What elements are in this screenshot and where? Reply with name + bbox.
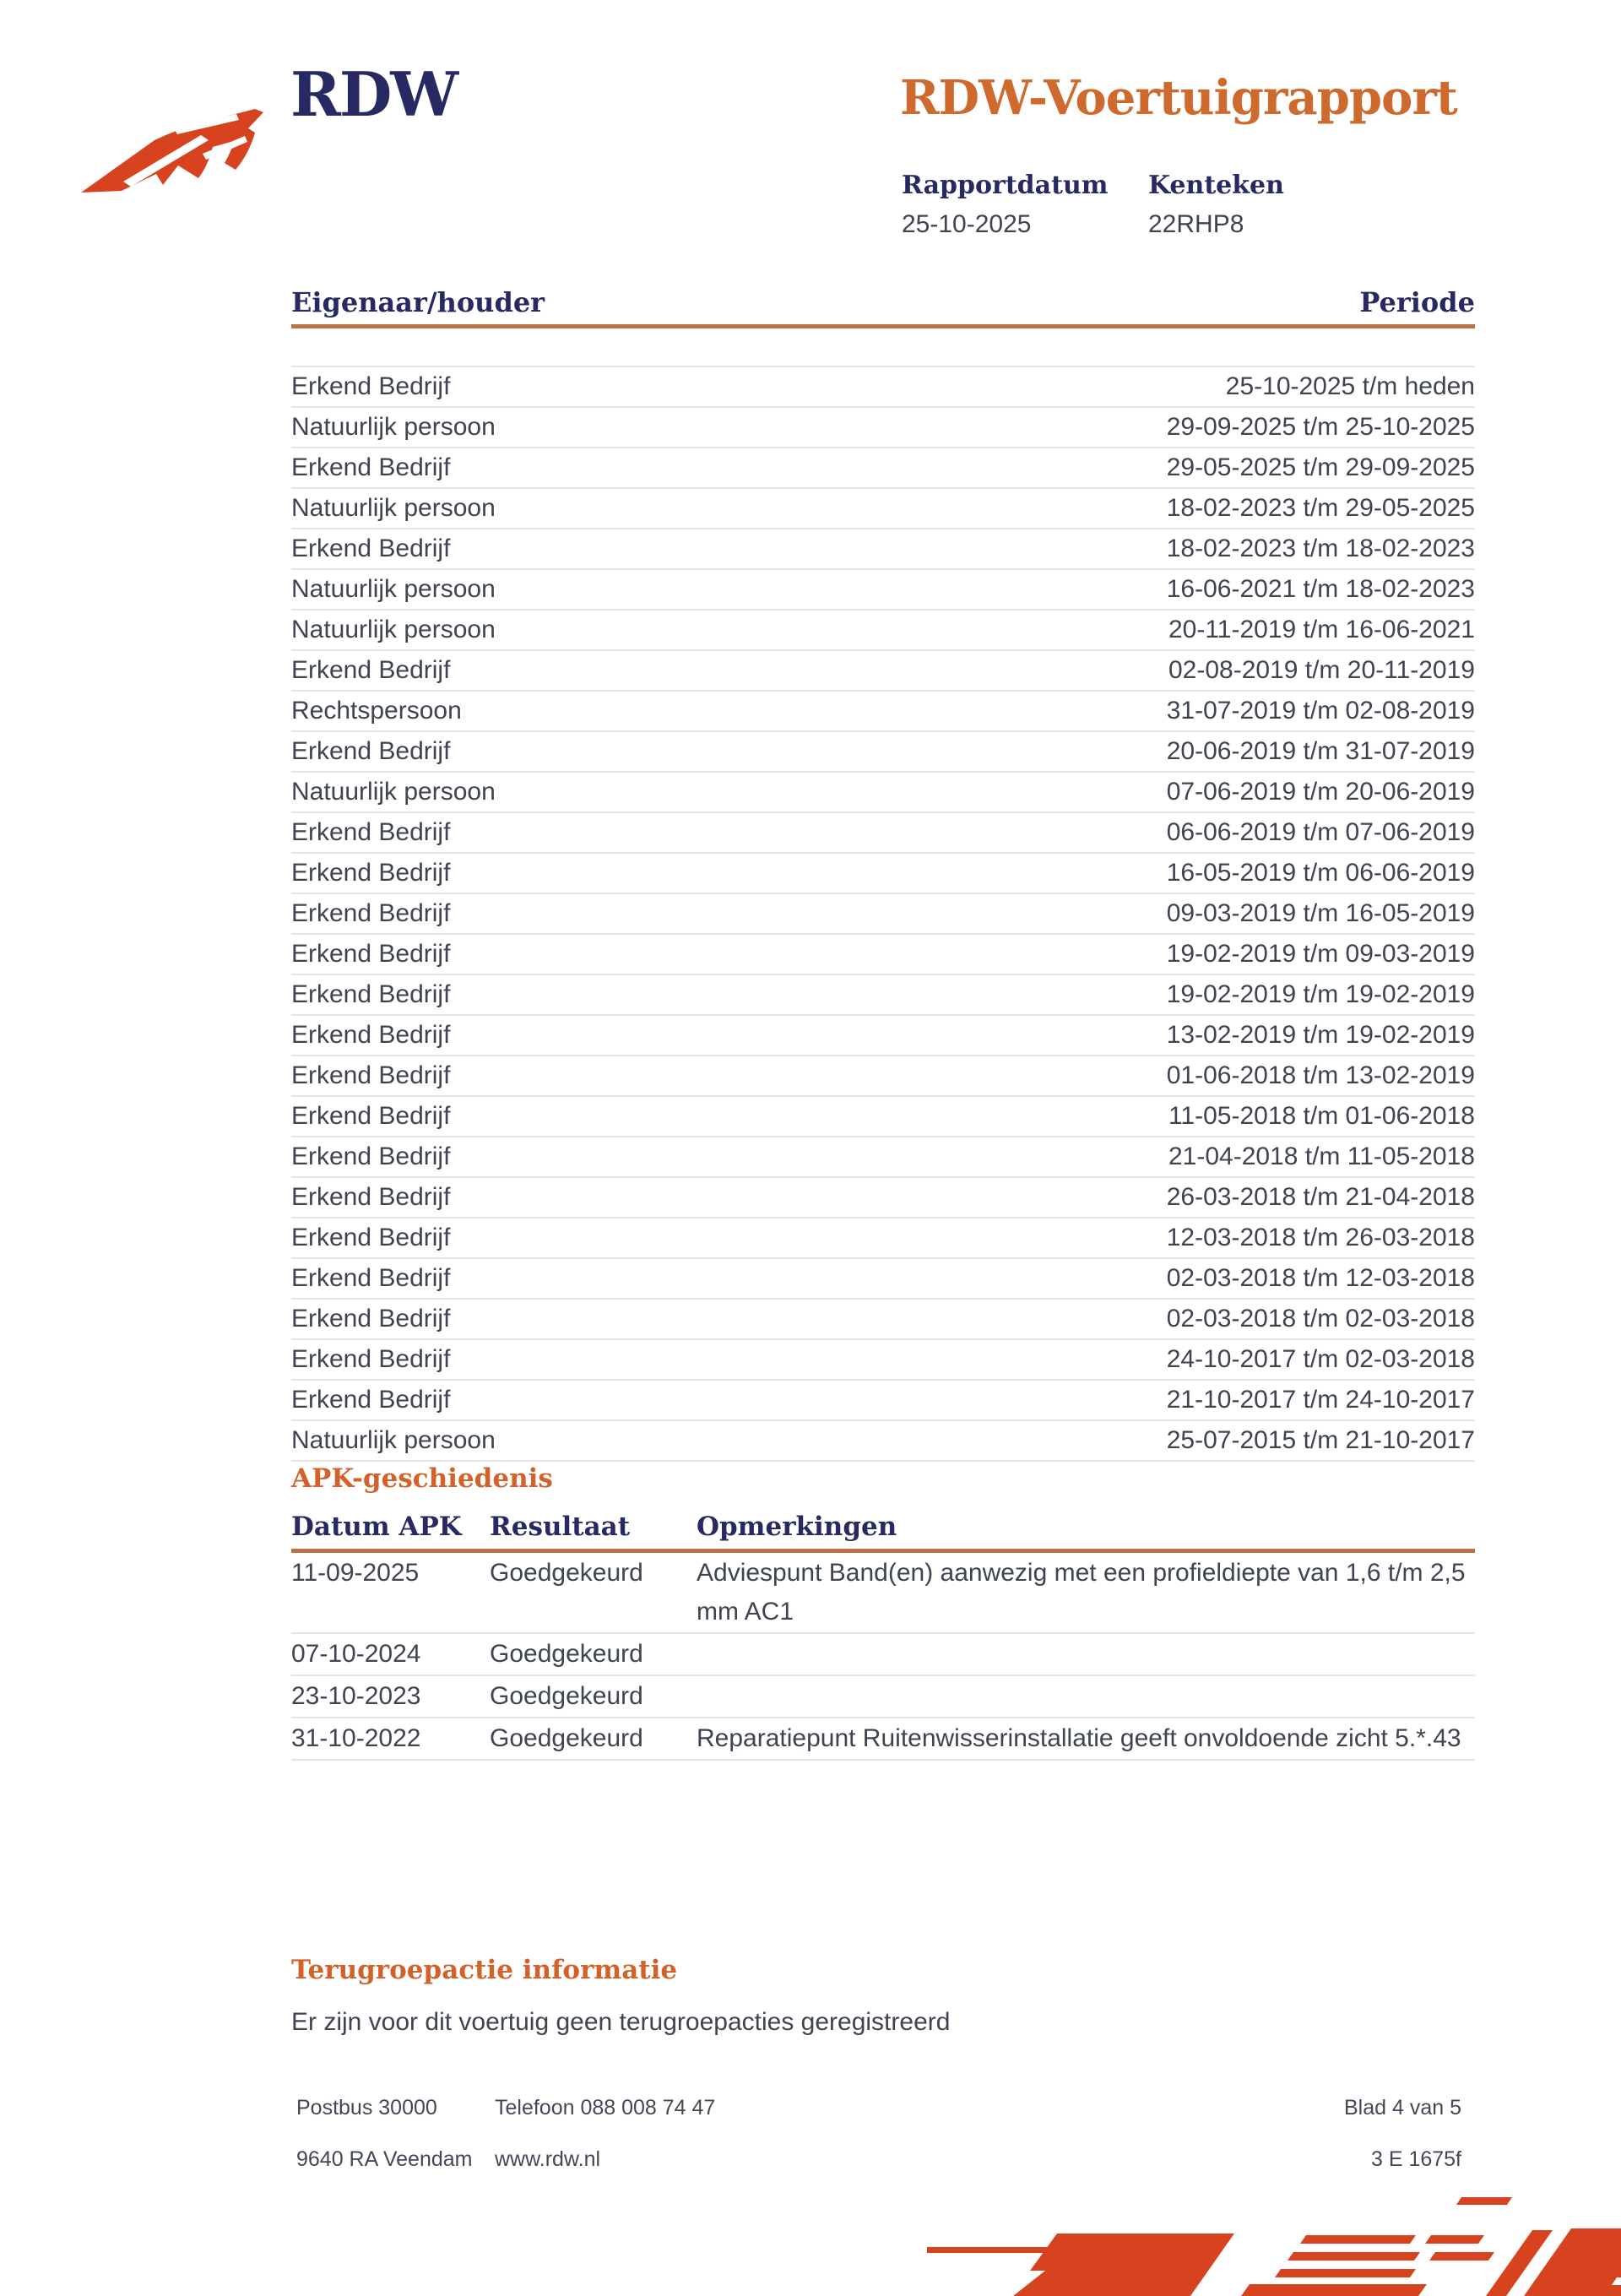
- apk-result-cell: Goedgekeurd: [490, 1559, 643, 1587]
- period-cell: 21-10-2017 t/m 24-10-2017: [1166, 1386, 1475, 1414]
- table-row: [291, 1176, 1475, 1217]
- period-cell: 11-05-2018 t/m 01-06-2018: [1168, 1102, 1475, 1130]
- period-cell: 16-06-2021 t/m 18-02-2023: [1166, 575, 1475, 603]
- period-cell: 12-03-2018 t/m 26-03-2018: [1166, 1224, 1475, 1251]
- table-row: [291, 1136, 1475, 1176]
- apk-result-cell: Goedgekeurd: [490, 1682, 643, 1710]
- table-row: [291, 933, 1475, 974]
- table-row: [291, 1217, 1475, 1257]
- page-footer: [296, 2096, 1461, 2172]
- owner-type-cell: Erkend Bedrijf: [291, 1102, 451, 1130]
- owner-type-cell: Natuurlijk persoon: [291, 1426, 496, 1454]
- period-cell: 16-05-2019 t/m 06-06-2019: [1166, 859, 1475, 887]
- period-cell: 25-10-2025 t/m heden: [1225, 372, 1475, 400]
- period-cell: 20-11-2019 t/m 16-06-2021: [1168, 616, 1475, 643]
- table-row: [291, 974, 1475, 1014]
- period-cell: 02-08-2019 t/m 20-11-2019: [1168, 656, 1475, 684]
- owner-type-cell: Erkend Bedrijf: [291, 1143, 451, 1170]
- license-plate-value: 22RHP8: [1148, 210, 1244, 238]
- owner-type-cell: Rechtspersoon: [291, 697, 462, 725]
- owner-type-cell: Natuurlijk persoon: [291, 494, 496, 522]
- footer-phone: Telefoon 088 008 74 47: [495, 2096, 716, 2120]
- table-row: [291, 893, 1475, 933]
- period-cell: 24-10-2017 t/m 02-03-2018: [1166, 1345, 1475, 1373]
- table-row: [291, 366, 1475, 406]
- apk-remarks-cell: [697, 1677, 1475, 1716]
- apk-table-rows: [291, 1553, 1475, 1761]
- owner-table-rows: [291, 366, 1475, 1462]
- period-column-header: Periode: [1359, 286, 1475, 318]
- apk-date-cell: 31-10-2022: [291, 1724, 421, 1752]
- apk-result-cell: Goedgekeurd: [490, 1640, 643, 1668]
- period-cell: 09-03-2019 t/m 16-05-2019: [1166, 899, 1475, 927]
- apk-history-section: [291, 1463, 1475, 1761]
- table-row: [291, 730, 1475, 771]
- owner-column-header: Eigenaar/houder: [291, 286, 545, 318]
- owner-type-cell: Erkend Bedrijf: [291, 980, 451, 1008]
- owner-type-cell: Erkend Bedrijf: [291, 372, 451, 400]
- owner-history-section: [291, 286, 1475, 1462]
- owner-type-cell: Erkend Bedrijf: [291, 1224, 451, 1251]
- table-row: [291, 852, 1475, 893]
- recall-section-heading: Terugroepactie informatie: [291, 1955, 678, 1985]
- owner-type-cell: Erkend Bedrijf: [291, 535, 451, 562]
- table-row: [291, 528, 1475, 568]
- period-cell: 01-06-2018 t/m 13-02-2019: [1166, 1061, 1475, 1089]
- owner-type-cell: Erkend Bedrijf: [291, 899, 451, 927]
- table-row: [291, 811, 1475, 852]
- period-cell: 02-03-2018 t/m 02-03-2018: [1166, 1305, 1475, 1333]
- table-row: [291, 1379, 1475, 1419]
- owner-type-cell: Erkend Bedrijf: [291, 940, 451, 968]
- table-row: [291, 1055, 1475, 1095]
- period-cell: 06-06-2019 t/m 07-06-2019: [1166, 818, 1475, 846]
- apk-result-cell: Goedgekeurd: [490, 1724, 643, 1752]
- table-row: [291, 1095, 1475, 1136]
- owner-type-cell: Erkend Bedrijf: [291, 1386, 451, 1414]
- table-row: [291, 1257, 1475, 1298]
- apk-date-cell: 07-10-2024: [291, 1640, 421, 1668]
- period-cell: 13-02-2019 t/m 19-02-2019: [1166, 1021, 1475, 1049]
- apk-remarks-column-header: Opmerkingen: [697, 1512, 897, 1542]
- apk-table-header: [291, 1514, 1475, 1540]
- table-row: [291, 771, 1475, 811]
- period-cell: 25-07-2015 t/m 21-10-2017: [1166, 1426, 1475, 1454]
- period-cell: 20-06-2019 t/m 31-07-2019: [1166, 737, 1475, 765]
- table-row: [291, 406, 1475, 447]
- period-cell: 18-02-2023 t/m 29-05-2025: [1166, 494, 1475, 522]
- table-row: [291, 1718, 1475, 1761]
- owner-table-header: [291, 286, 1475, 318]
- owner-type-cell: Erkend Bedrijf: [291, 656, 451, 684]
- owner-header-rule: [291, 324, 1475, 328]
- owner-type-cell: Erkend Bedrijf: [291, 859, 451, 887]
- table-row: [291, 649, 1475, 690]
- apk-section-heading: APK-geschiedenis: [291, 1463, 553, 1494]
- owner-type-cell: Erkend Bedrijf: [291, 1345, 451, 1373]
- period-cell: 21-04-2018 t/m 11-05-2018: [1168, 1143, 1475, 1170]
- table-row: [291, 1634, 1475, 1676]
- apk-date-cell: 11-09-2025: [291, 1559, 420, 1587]
- period-cell: 31-07-2019 t/m 02-08-2019: [1166, 697, 1475, 725]
- owner-type-cell: Natuurlijk persoon: [291, 575, 496, 603]
- footer-address-line1: Postbus 30000: [296, 2096, 437, 2120]
- period-cell: 19-02-2019 t/m 19-02-2019: [1166, 980, 1475, 1008]
- table-row: [291, 1419, 1475, 1462]
- table-row: [291, 1298, 1475, 1338]
- period-cell: 02-03-2018 t/m 12-03-2018: [1166, 1264, 1475, 1292]
- apk-remarks-cell: Adviespunt Band(en) aanwezig met een profieldiepte van 1,6 t/m 2,5 mm AC1: [697, 1559, 1466, 1626]
- owner-type-cell: Erkend Bedrijf: [291, 737, 451, 765]
- apk-result-column-header: Resultaat: [490, 1512, 631, 1542]
- table-row: [291, 609, 1475, 649]
- owner-type-cell: Erkend Bedrijf: [291, 1264, 451, 1292]
- recall-info-section: [291, 1957, 1475, 2038]
- report-date-label: Rapportdatum: [902, 171, 1109, 200]
- footer-website: www.rdw.nl: [495, 2147, 601, 2171]
- owner-type-cell: Erkend Bedrijf: [291, 818, 451, 846]
- apk-date-column-header: Datum APK: [291, 1512, 462, 1542]
- owner-type-cell: Erkend Bedrijf: [291, 453, 451, 481]
- recall-status-text: Er zijn voor dit voertuig geen terugroepacties geregistreerd: [291, 2008, 951, 2036]
- footer-doc-code: 3 E 1675f: [1370, 2147, 1461, 2171]
- period-cell: 29-05-2025 t/m 29-09-2025: [1166, 453, 1475, 481]
- period-cell: 07-06-2019 t/m 20-06-2019: [1166, 778, 1475, 806]
- page-title: RDW-Voertuigrapport: [900, 70, 1457, 126]
- owner-type-cell: Erkend Bedrijf: [291, 1183, 451, 1211]
- table-row: [291, 1553, 1475, 1634]
- footer-address-line2: 9640 RA Veendam: [296, 2147, 473, 2171]
- owner-type-cell: Erkend Bedrijf: [291, 1021, 451, 1049]
- owner-type-cell: Erkend Bedrijf: [291, 1061, 451, 1089]
- owner-type-cell: Erkend Bedrijf: [291, 1305, 451, 1333]
- table-row: [291, 447, 1475, 487]
- apk-remarks-cell: Reparatiepunt Ruitenwisserinstallatie geeft onvoldoende zicht 5.*.43: [697, 1724, 1461, 1752]
- stripes-graphic-icon: [903, 2195, 1621, 2296]
- period-cell: 26-03-2018 t/m 21-04-2018: [1166, 1183, 1475, 1211]
- period-cell: 29-09-2025 t/m 25-10-2025: [1166, 413, 1475, 441]
- owner-type-cell: Natuurlijk persoon: [291, 616, 496, 643]
- apk-date-cell: 23-10-2023: [291, 1682, 421, 1710]
- table-row: [291, 568, 1475, 609]
- apk-remarks-cell: [697, 1635, 1475, 1674]
- owner-type-cell: Natuurlijk persoon: [291, 778, 496, 806]
- table-row: [291, 487, 1475, 528]
- table-row: [291, 1014, 1475, 1055]
- table-row: [291, 1338, 1475, 1379]
- license-plate-label: Kenteken: [1148, 171, 1284, 200]
- rdw-wordmark: RDW: [290, 58, 458, 130]
- table-row: [291, 1676, 1475, 1718]
- period-cell: 18-02-2023 t/m 18-02-2023: [1166, 535, 1475, 562]
- table-row: [291, 690, 1475, 730]
- report-date-value: 25-10-2025: [902, 210, 1032, 238]
- footer-page-indicator: Blad 4 van 5: [1344, 2096, 1461, 2120]
- period-cell: 19-02-2019 t/m 09-03-2019: [1166, 940, 1475, 968]
- owner-type-cell: Natuurlijk persoon: [291, 413, 496, 441]
- rdw-logo-icon: [74, 103, 267, 203]
